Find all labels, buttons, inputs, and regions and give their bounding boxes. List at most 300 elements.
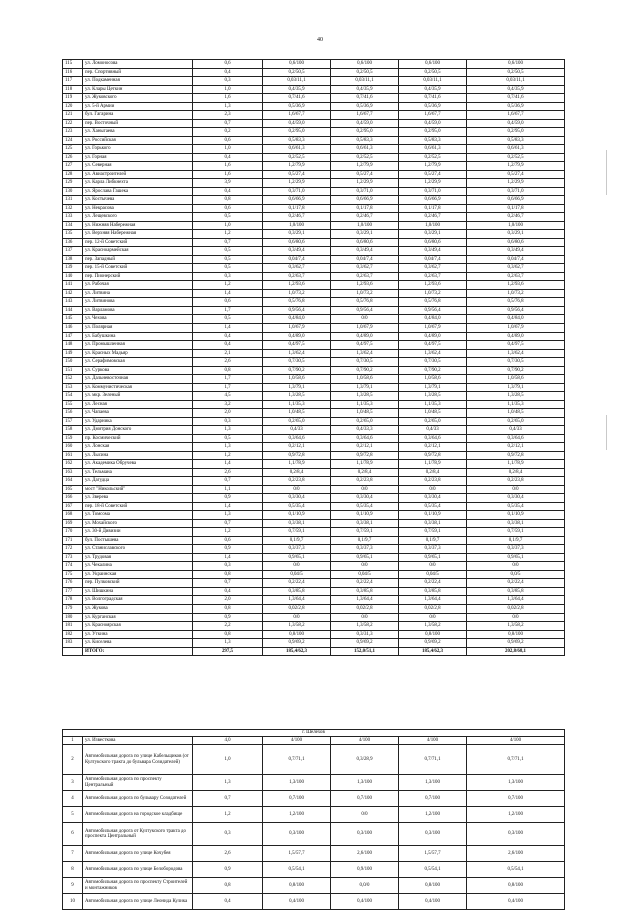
- row-number: 116: [63, 68, 83, 77]
- value-4: 1,0/73,2: [467, 289, 565, 298]
- value-4: 0/0: [467, 613, 565, 622]
- road-name: бул. Постышева: [83, 536, 193, 545]
- value-3: 0,04/5: [399, 570, 467, 579]
- road-name: ул. Тельмана: [83, 468, 193, 477]
- road-name: ул. Российская: [83, 136, 193, 145]
- value-3: 0,4/35,9: [399, 85, 467, 94]
- value-2: 0,4/100: [331, 894, 399, 910]
- value-3: 0,1/10,9: [399, 511, 467, 520]
- table-row: [63, 392, 565, 401]
- road-name: ул. Варламова: [83, 306, 193, 315]
- row-number: 169: [63, 519, 83, 528]
- table-row: [63, 255, 565, 264]
- length-km: 0,3: [193, 77, 263, 86]
- value-2: 0,7/30,5: [331, 358, 399, 367]
- value-2: 0,5/76,8: [331, 298, 399, 307]
- length-km: 2,0: [193, 409, 263, 418]
- row-number: 2: [63, 745, 83, 775]
- row-number: 141: [63, 281, 83, 290]
- value-3: 0,03/11,1: [399, 77, 467, 86]
- length-km: 1,2: [193, 230, 263, 239]
- value-1: 1,1/35,3: [263, 400, 331, 409]
- value-3: 0,9/56,4: [399, 306, 467, 315]
- table-row: [63, 528, 565, 537]
- length-km: 1,7: [193, 375, 263, 384]
- value-4: 0,9/65,1: [467, 553, 565, 562]
- value-2: 0,2/8,4: [331, 468, 399, 477]
- road-name: ул. Дмитрия Донского: [83, 426, 193, 435]
- value-3: 1,3/100: [399, 775, 467, 791]
- value-3: 0,7/41,6: [399, 94, 467, 103]
- table-row: [63, 179, 565, 188]
- table-row: [63, 502, 565, 511]
- table-row: [63, 485, 565, 494]
- length-km: 0,7: [193, 579, 263, 588]
- value-4: 0,2/22,4: [467, 579, 565, 588]
- table-row: [63, 238, 565, 247]
- value-1: 1,0/73,2: [263, 289, 331, 298]
- table-row: [63, 94, 565, 103]
- value-1: 0,9/65,1: [263, 553, 331, 562]
- road-name: Автомобильная дорога от Култукского тракта до проспекта Центральный: [83, 823, 193, 846]
- length-km: 0,4: [193, 187, 263, 196]
- row-number: 181: [63, 622, 83, 631]
- value-2: 0,3/30,4: [331, 494, 399, 503]
- value-3: 0,3/64,6: [399, 434, 467, 443]
- road-name: ул. Некрасова: [83, 204, 193, 213]
- road-name: ул. мкр. Зеленый: [83, 392, 193, 401]
- value-4: 0,03/11,1: [467, 77, 565, 86]
- value-1: 0,3/85,8: [263, 587, 331, 596]
- value-2: 0,3/31,3: [331, 630, 399, 639]
- value-1: 0,7/59,1: [263, 528, 331, 537]
- row-number: 135: [63, 230, 83, 239]
- length-km: 0,4: [193, 587, 263, 596]
- road-name: ул. 5-й Армии: [83, 102, 193, 111]
- row-number: 122: [63, 119, 83, 128]
- value-1: 0,4/33: [263, 426, 331, 435]
- length-km: 0,5: [193, 315, 263, 324]
- road-name: ул. Томсома: [83, 511, 193, 520]
- table-row: [63, 230, 565, 239]
- value-3: 0,4/33: [399, 426, 467, 435]
- value-1: 1,3/64,4: [263, 596, 331, 605]
- length-km: 0,7: [193, 791, 263, 807]
- row-number: 138: [63, 255, 83, 264]
- road-name: Автомобильная дорога по проспекту Строителей и монтажников: [83, 878, 193, 894]
- road-name: Автомобильная дорога по проспекту Центральный: [83, 775, 193, 791]
- table-row: [63, 332, 565, 341]
- value-4: 0,2/46,7: [467, 213, 565, 222]
- value-2: 1,0/67,9: [331, 323, 399, 332]
- length-km: 0,3: [193, 562, 263, 571]
- length-km: 2,2: [193, 622, 263, 631]
- value-4: 0,1/10,9: [467, 511, 565, 520]
- length-km: 0,8: [193, 366, 263, 375]
- value-1: 1,5/57,7: [263, 846, 331, 862]
- value-4: 1,3/64,4: [467, 596, 565, 605]
- row-number: 146: [63, 323, 83, 332]
- value-3: 1,0/100: [399, 221, 467, 230]
- row-number: 8: [63, 862, 83, 878]
- road-name: Автомобильная дорога по улице Кабельщиков (от Култукского тракта до бульвара Созидателей): [83, 745, 193, 775]
- length-km: 0,4: [193, 894, 263, 910]
- value-3: 1,3/64,4: [399, 596, 467, 605]
- value-2: 1,2/79,9: [331, 162, 399, 171]
- road-name: Автомобильная дорога по улице Леонида Кулика: [83, 894, 193, 910]
- value-4: 1,1/35,3: [467, 400, 565, 409]
- row-number: 148: [63, 341, 83, 350]
- value-2: 0/0: [331, 562, 399, 571]
- row-number: 127: [63, 162, 83, 171]
- row-number: 172: [63, 545, 83, 554]
- length-km: 0,4: [193, 332, 263, 341]
- length-km: 0,7: [193, 477, 263, 486]
- table-row: [63, 846, 565, 862]
- value-1: 1,0/48,5: [263, 409, 331, 418]
- value-4: 0,7/30,5: [467, 358, 565, 367]
- total-row: [63, 647, 565, 656]
- value-1: 0,6/80,6: [263, 238, 331, 247]
- table-row: [63, 136, 565, 145]
- value-1: 0,1/17,8: [263, 204, 331, 213]
- value-1: 1,3/100: [263, 775, 331, 791]
- table-row: [63, 545, 565, 554]
- value-2: 1,3/28,5: [331, 392, 399, 401]
- value-2: 0,2/95,0: [331, 128, 399, 137]
- road-name: пер. 12-й Советский: [83, 238, 193, 247]
- value-3: 1,0/67,9: [399, 323, 467, 332]
- length-km: 1,2: [193, 281, 263, 290]
- value-4: 4/100: [467, 736, 565, 745]
- value-1: 0,2/8,4: [263, 468, 331, 477]
- value-2: 0,5/27,4: [331, 170, 399, 179]
- road-name: ул. Мохайского: [83, 519, 193, 528]
- row-number: 161: [63, 451, 83, 460]
- value-1: 0,2/12,1: [263, 443, 331, 452]
- road-name: ул. Чекалина: [83, 562, 193, 571]
- value-1: 0,5/36,9: [263, 102, 331, 111]
- row-number: 150: [63, 358, 83, 367]
- value-1: 0,2/46,7: [263, 213, 331, 222]
- table-row: [63, 622, 565, 631]
- row-number: 157: [63, 417, 83, 426]
- table-row: [63, 400, 565, 409]
- row-number: 160: [63, 443, 83, 452]
- length-km: 1,4: [193, 502, 263, 511]
- table-row: [63, 366, 565, 375]
- value-4: 0,5/35,4: [467, 502, 565, 511]
- value-2: 1,0/48,5: [331, 409, 399, 418]
- table-row: [63, 562, 565, 571]
- value-3: 0,3/85,8: [399, 587, 467, 596]
- length-km: 1,2: [193, 528, 263, 537]
- table-row: [63, 587, 565, 596]
- length-km: 0,6: [193, 136, 263, 145]
- value-4: 1,0/58,6: [467, 375, 565, 384]
- value-3: 0,3/100: [399, 823, 467, 846]
- value-1: 0,6/100: [263, 60, 331, 69]
- value-4: 0,4/84,0: [467, 315, 565, 324]
- road-name: ул. Коммунистическая: [83, 383, 193, 392]
- value-1: 0,7/100: [263, 791, 331, 807]
- value-1: 0,3/38,1: [263, 519, 331, 528]
- row-number: 167: [63, 502, 83, 511]
- value-1: 0,8/100: [263, 630, 331, 639]
- value-1: 0,04/5: [263, 570, 331, 579]
- value-3: 0,2/12,1: [399, 443, 467, 452]
- length-km: 1,4: [193, 289, 263, 298]
- city-header-row: [63, 730, 565, 737]
- road-name: Автомобильная дорога по улице Кочубея: [83, 846, 193, 862]
- value-4: 0,2/23,8: [467, 477, 565, 486]
- value-2: 0,1/9,7: [331, 536, 399, 545]
- length-km: 0,3: [193, 272, 263, 281]
- value-4: 1,2/29,9: [467, 179, 565, 188]
- value-4: 0,0/5: [467, 570, 565, 579]
- value-4: 1,3/100: [467, 775, 565, 791]
- value-1: 0/0: [263, 562, 331, 571]
- value-2: 0,1/10,9: [331, 511, 399, 520]
- value-1: 0,4/89,0: [263, 332, 331, 341]
- table-row: [63, 204, 565, 213]
- value-4: 1,2/79,9: [467, 162, 565, 171]
- value-3: 0,6/66,9: [399, 196, 467, 205]
- road-name: ул. Литвинова: [83, 298, 193, 307]
- value-3: 0,7/90,2: [399, 366, 467, 375]
- value-2: 0/0: [331, 485, 399, 494]
- value-3: 1,2/79,9: [399, 162, 467, 171]
- value-4: 0,4/97,5: [467, 341, 565, 350]
- table-row: [63, 426, 565, 435]
- value-4: 0,7/100: [467, 791, 565, 807]
- road-name: пер. 15-й Советский: [83, 264, 193, 273]
- value-4: 0,2/8,4: [467, 468, 565, 477]
- value-2: 0,7/100: [331, 791, 399, 807]
- table-row: [63, 745, 565, 775]
- table-row: [63, 570, 565, 579]
- value-2: 0,4/35,9: [331, 85, 399, 94]
- row-number: 132: [63, 204, 83, 213]
- value-2: 0,02/2,8: [331, 605, 399, 614]
- road-name: ул. Нижняя Набережная: [83, 221, 193, 230]
- value-4: 0,9/72,8: [467, 451, 565, 460]
- length-km: 0,9: [193, 613, 263, 622]
- value-2: 0,4/33,3: [331, 426, 399, 435]
- table-row: [63, 807, 565, 823]
- row-number: 163: [63, 468, 83, 477]
- value-3: 0,2/50,5: [399, 68, 467, 77]
- row-number: 6: [63, 823, 83, 846]
- length-km: 297,5: [193, 647, 263, 656]
- value-4: 0,3/30,4: [467, 494, 565, 503]
- road-name: ул. Горького: [83, 145, 193, 154]
- table-row: [63, 341, 565, 350]
- table-row: [63, 306, 565, 315]
- road-name: ИТОГО:: [83, 647, 193, 656]
- row-number: 175: [63, 570, 83, 579]
- value-3: 0,2/8,4: [399, 468, 467, 477]
- row-number: 1: [63, 736, 83, 745]
- value-1: 0,2/63,7: [263, 272, 331, 281]
- value-3: 0,2/65,0: [399, 417, 467, 426]
- road-name: Автомобильная дорога на городское кладбище: [83, 807, 193, 823]
- value-2: 0,3/85,8: [331, 587, 399, 596]
- length-km: 1,6: [193, 170, 263, 179]
- value-3: 1,1/35,3: [399, 400, 467, 409]
- value-1: 1,0/100: [263, 221, 331, 230]
- value-4: 0,8/100: [467, 630, 565, 639]
- row-number: [63, 647, 83, 656]
- value-2: 0,7/41,6: [331, 94, 399, 103]
- value-4: 0,9/69,2: [467, 639, 565, 648]
- length-km: 1,4: [193, 323, 263, 332]
- table-row: [63, 323, 565, 332]
- value-3: 0,9/69,2: [399, 639, 467, 648]
- length-km: 1,0: [193, 145, 263, 154]
- table-row: [63, 409, 565, 418]
- value-1: 0,7/90,2: [263, 366, 331, 375]
- road-name: ул. Лесная: [83, 400, 193, 409]
- value-3: 0,3/29,1: [399, 230, 467, 239]
- length-km: 1,3: [193, 443, 263, 452]
- value-1: 0,6/61,3: [263, 145, 331, 154]
- value-2: 0,2/63,7: [331, 272, 399, 281]
- length-km: 1,3: [193, 426, 263, 435]
- road-name: ул. Северная: [83, 162, 193, 171]
- value-2: 0/0: [331, 807, 399, 823]
- value-4: 1,2/93,6: [467, 281, 565, 290]
- row-number: 164: [63, 477, 83, 486]
- row-number: 173: [63, 553, 83, 562]
- row-number: 142: [63, 289, 83, 298]
- value-1: 0,2/52,5: [263, 153, 331, 162]
- length-km: 2,6: [193, 358, 263, 367]
- value-2: 0/0: [331, 613, 399, 622]
- value-3: 0,3/38,1: [399, 519, 467, 528]
- value-2: 0,9/56,4: [331, 306, 399, 315]
- table-row: [63, 579, 565, 588]
- table-row: [63, 196, 565, 205]
- length-km: 3,9: [193, 179, 263, 188]
- table-row: [63, 553, 565, 562]
- value-3: 1,6/67,7: [399, 111, 467, 120]
- value-2: 0,1/17,8: [331, 204, 399, 213]
- table-row: [63, 736, 565, 745]
- table-row: [63, 596, 565, 605]
- length-km: 0,4: [193, 341, 263, 350]
- table-row: [63, 536, 565, 545]
- value-2: 0,4/89,0: [331, 332, 399, 341]
- value-2: 0,9/69,2: [331, 639, 399, 648]
- value-3: 0,3/49,4: [399, 247, 467, 256]
- road-name: ул. Уткина: [83, 630, 193, 639]
- value-1: 0,7/41,6: [263, 94, 331, 103]
- value-4: 0,3/62,7: [467, 264, 565, 273]
- length-km: 0,4: [193, 153, 263, 162]
- road-name: ул. Зверева: [83, 494, 193, 503]
- value-1: 0,3/37,3: [263, 545, 331, 554]
- value-3: 1,3/58,2: [399, 622, 467, 631]
- shelekhov-roads-table: [62, 729, 565, 910]
- row-number: 162: [63, 460, 83, 469]
- row-number: 129: [63, 179, 83, 188]
- value-2: 152,0/51,1: [331, 647, 399, 656]
- value-4: 0,9/56,4: [467, 306, 565, 315]
- value-3: 0,7/71,1: [399, 745, 467, 775]
- length-km: 1,3: [193, 639, 263, 648]
- value-4: 1,3/28,5: [467, 392, 565, 401]
- road-name: пер. Западный: [83, 255, 193, 264]
- value-1: 0,5/76,8: [263, 298, 331, 307]
- length-km: 1,7: [193, 383, 263, 392]
- row-number: 131: [63, 196, 83, 205]
- value-1: 0,2/23,8: [263, 477, 331, 486]
- value-4: 0,8/100: [467, 878, 565, 894]
- value-2: 1,3/62,4: [331, 349, 399, 358]
- road-name: ул. Лещевского: [83, 213, 193, 222]
- length-km: 0,8: [193, 605, 263, 614]
- table-row: [63, 77, 565, 86]
- value-4: 1,6/67,7: [467, 111, 565, 120]
- value-1: 0,3/49,4: [263, 247, 331, 256]
- value-3: 1,3/28,5: [399, 392, 467, 401]
- value-4: 0,3/29,1: [467, 230, 565, 239]
- value-4: 0,2/12,1: [467, 443, 565, 452]
- value-2: 0,2/46,7: [331, 213, 399, 222]
- row-number: 7: [63, 846, 83, 862]
- value-2: 0,04/5: [331, 570, 399, 579]
- row-number: 3: [63, 775, 83, 791]
- table-row: [63, 434, 565, 443]
- value-3: 0,9/72,8: [399, 451, 467, 460]
- road-name: пр. Космический: [83, 434, 193, 443]
- table-row: [63, 102, 565, 111]
- road-name: ул. Красноармейская: [83, 247, 193, 256]
- table-row: [63, 451, 565, 460]
- value-2: 1,3/79,1: [331, 383, 399, 392]
- road-name: ул. Известкова: [83, 736, 193, 745]
- value-1: 1,3/28,5: [263, 392, 331, 401]
- row-number: 155: [63, 400, 83, 409]
- table-row: [63, 272, 565, 281]
- value-2: 4/100: [331, 736, 399, 745]
- value-2: 0,2/65,0: [331, 417, 399, 426]
- road-name: Автомобильная дорога по бульвару Созидателей: [83, 791, 193, 807]
- value-4: 0,3/71,0: [467, 187, 565, 196]
- table-row: [63, 443, 565, 452]
- value-1: 0,5/27,4: [263, 170, 331, 179]
- value-2: 0,7/59,1: [331, 528, 399, 537]
- value-3: 4/100: [399, 736, 467, 745]
- table-row: [63, 511, 565, 520]
- value-4: 0,2/50,5: [467, 68, 565, 77]
- value-4: 0,2/63,7: [467, 272, 565, 281]
- value-4: 0,4/100: [467, 894, 565, 910]
- value-4: 0,4/59,0: [467, 119, 565, 128]
- table-row: [63, 281, 565, 290]
- table-row: [63, 494, 565, 503]
- value-3: 0,2/52,5: [399, 153, 467, 162]
- value-1: 0,02/2,8: [263, 605, 331, 614]
- road-name: ул. Подкаменная: [83, 77, 193, 86]
- value-3: 0,1/9,7: [399, 536, 467, 545]
- row-number: 183: [63, 639, 83, 648]
- value-1: 1,2/29,9: [263, 179, 331, 188]
- value-1: 0,2/50,5: [263, 68, 331, 77]
- row-number: 165: [63, 485, 83, 494]
- table-row: [63, 605, 565, 614]
